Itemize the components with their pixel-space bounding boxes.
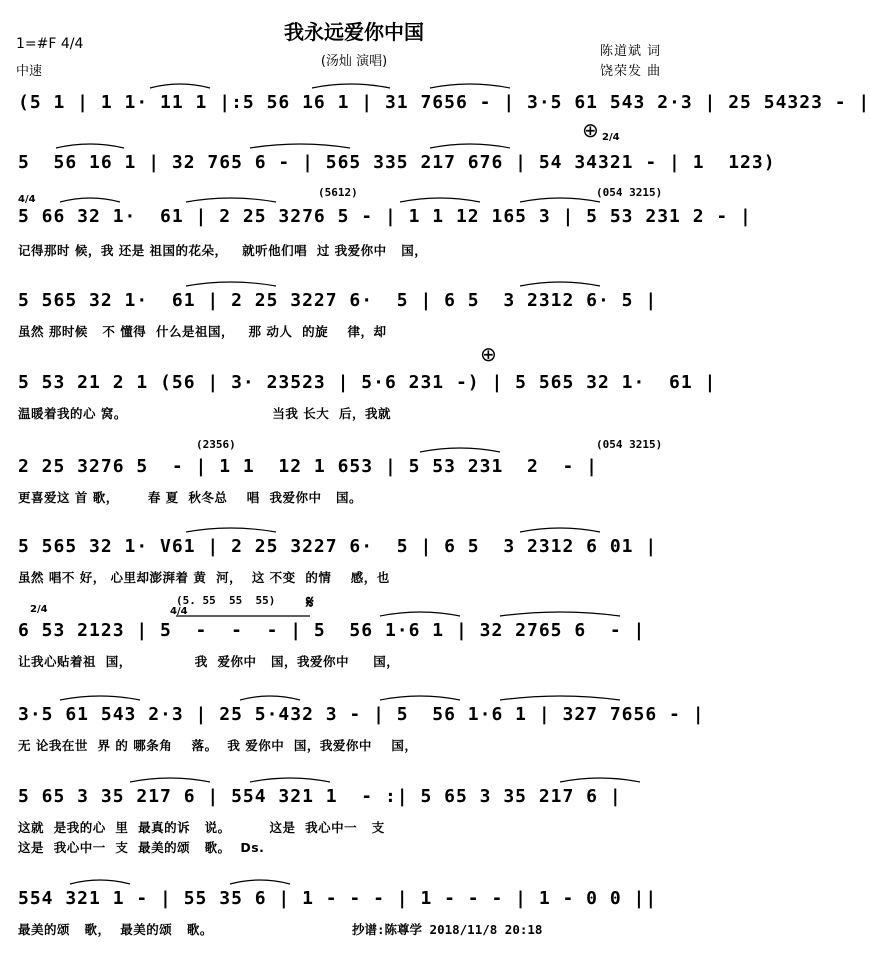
score-row-6: 2 25 3276 5 - | 1 1 12 1 653 | 5 53 231 2 - | xyxy=(18,456,599,477)
score-row-1: (5 1 | 1 1· 11 1 |:5 56 16 1 | 31 7656 - | 3·5 61 543 2·3 | 25 54323 - | xyxy=(18,92,870,113)
score-row-4: 5 565 32 1· 61 | 2 25 3227 6· 5 | 6 5 3 2312 6· 5 | xyxy=(18,290,658,311)
score-row-11: 554 321 1 - | 55 35 6 | 1 - - - | 1 - - - | 1 - 0 0 || xyxy=(18,888,658,909)
lyrics-row-6: 更喜爱这 首 歌， 春 夏 秋冬总 唱 我爱你中 国。 xyxy=(18,490,363,505)
lyrics-row-11: 最美的颂 歌， 最美的颂 歌。 xyxy=(18,922,213,937)
lyrics-row-7: 虽然 唱不 好， 心里却澎湃着 黄 河， 这 不变 的情 感，也 xyxy=(18,570,390,585)
transcriber-credit: 抄谱:陈尊学 2018/11/8 20:18 xyxy=(352,922,543,937)
lyrics-row-9: 无 论我在世 界 的 哪条角 落。 我 爱你中 国，我爱你中 国， xyxy=(18,738,418,753)
performer-subtitle: (汤灿 演唱) xyxy=(320,54,388,69)
score-row-3: 5 66 32 1· 61 | 2 25 3276 5 - | 1 1 12 165 3 | 5 53 231 2 - | xyxy=(18,206,752,227)
score-row-9: 3·5 61 543 2·3 | 25 5·432 3 - | 5 56 1·6 1 | 327 7656 - | xyxy=(18,704,705,725)
coda-mark-2: ⊕ xyxy=(480,342,497,366)
score-row-10: 5 65 3 35 217 6 | 554 321 1 - :| 5 65 3 35 217 6 | xyxy=(18,786,622,807)
repeat-bracket: (5. 55 55 55) xyxy=(176,594,276,607)
lyrics-row-8: 让我心贴着祖 国， 我 爱你中 国，我爱你中 国， xyxy=(18,654,400,669)
time-sig-2-4-b: 2/4 xyxy=(30,604,48,615)
bracket-5612: (5612) xyxy=(318,186,358,199)
lyrics-row-3: 记得那时 候，我 还是 祖国的花朵， 就听他们唱 过 我爱你中 国， xyxy=(18,243,428,258)
tempo-marking: 中速 xyxy=(16,64,43,79)
lyrics-row-5: 温暖着我的心 窝。 当我 长大 后，我就 xyxy=(18,406,391,421)
bracket-054-3215-b: (054 3215) xyxy=(596,438,663,451)
time-sig-4-4-b: 4/4 xyxy=(170,606,188,617)
time-sig-2-4-a: 2/4 xyxy=(602,132,620,143)
score-row-5: 5 53 21 2 1 (56 | 3· 23523 | 5·6 231 -) | 5 565 32 1· 61 | xyxy=(18,372,717,393)
time-sig-4-4-a: 4/4 xyxy=(18,194,36,205)
score-row-7: 5 565 32 1· V61 | 2 25 3227 6· 5 | 6 5 3 2312 6 01 | xyxy=(18,536,658,557)
bracket-2356: (2356) xyxy=(196,438,236,451)
lyrics-row-10a: 这就 是我的心 里 最真的诉 说。 这是 我心中一 支 xyxy=(18,820,385,835)
composer-credit: 饶荣发 曲 xyxy=(600,64,662,79)
coda-mark-1: ⊕ xyxy=(582,118,599,142)
score-row-2: 5 56 16 1 | 32 765 6 - | 565 335 217 676 | 54 34321 - | 1 123) xyxy=(18,152,776,173)
lyricist-credit: 陈道斌 词 xyxy=(600,44,662,59)
bracket-054-3215-a: (054 3215) xyxy=(596,186,663,199)
key-signature: 1=#F 4/4 xyxy=(16,36,84,52)
song-title: 我永远爱你中国 xyxy=(284,20,424,44)
lyrics-row-10b: 这是 我心中一 支 最美的颂 歌。 Ds. xyxy=(18,840,265,855)
score-row-8: 6 53 2123 | 5 - - - | 5 56 1·6 1 | 32 2765 6 - | xyxy=(18,620,646,641)
segno-icon: 𝄋 xyxy=(306,592,314,613)
lyrics-row-4: 虽然 那时候 不 懂得 什么是祖国， 那 动人 的旋 律，却 xyxy=(18,324,387,339)
